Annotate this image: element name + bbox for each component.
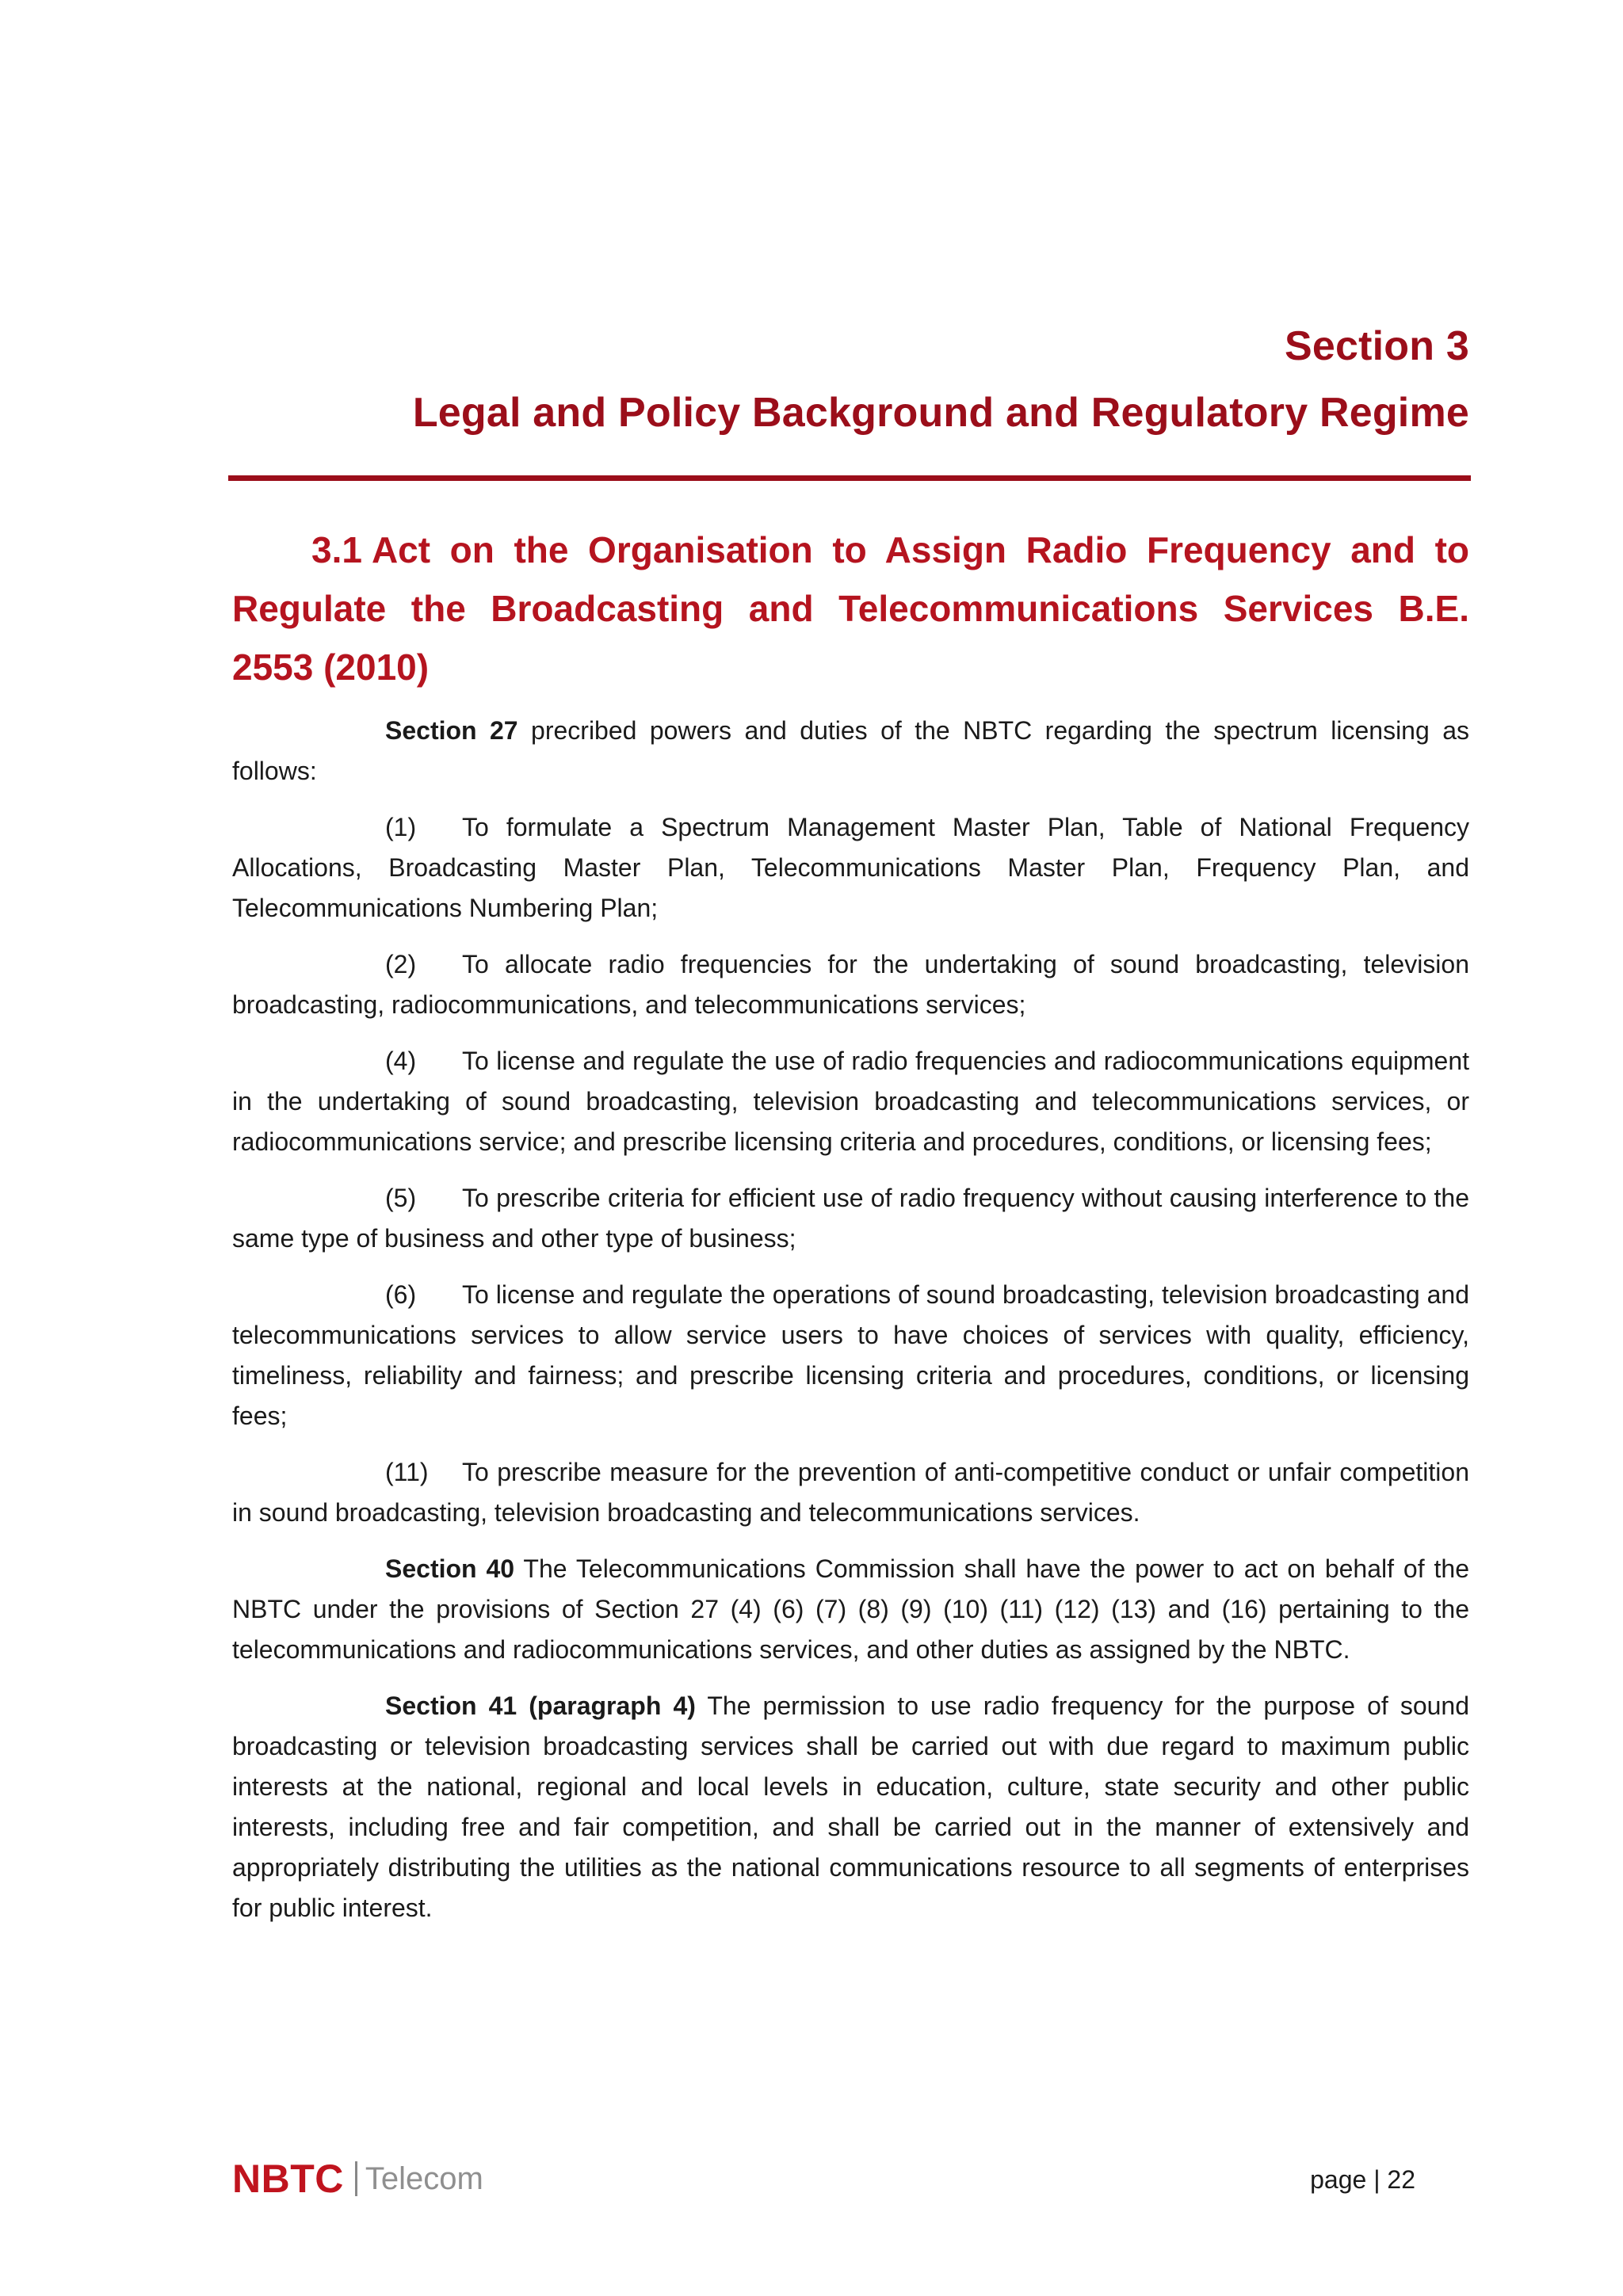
item-text: To license and regulate the use of radio frequencies and radiocommunications equipment in the undertaking of sound broadcasting, television broadcasting and telecommunications services, or radiocommunications service; and prescribe licensing criteria and procedures, conditions, or licensing fees; — [232, 1047, 1469, 1156]
section-title: Section 3 — [1285, 323, 1469, 369]
logo-subtext: Telecom — [365, 2161, 483, 2196]
list-item — [232, 1275, 1469, 1436]
logo-divider — [355, 2161, 357, 2196]
logo-brand: NBTC — [232, 2157, 344, 2201]
item-text: To license and regulate the operations of sound broadcasting, television broadcasting and telecommunications services to allow service users to have choices of services with quality, efficiency, timeliness, reliability and fairness; and prescribe licensing criteria and procedures, conditions, or licensing fees; — [232, 1280, 1469, 1430]
section-40-paragraph — [232, 1549, 1469, 1670]
section-27-label: Section 27 — [385, 716, 518, 745]
item-number: (4) — [385, 1047, 417, 1075]
subsection-number: 3.1 — [311, 529, 362, 570]
list-item — [232, 1041, 1469, 1162]
item-text: To prescribe measure for the prevention of anti-competitive conduct or unfair competition in sound broadcasting, television broadcasting and telecommunications services. — [232, 1458, 1469, 1527]
section-subtitle: Legal and Policy Background and Regulatory Regime — [412, 390, 1469, 436]
item-number: (6) — [385, 1280, 417, 1309]
item-number: (11) — [385, 1458, 429, 1486]
item-text: To allocate radio frequencies for the undertaking of sound broadcasting, television broadcasting, radiocommunications, and telecommunications services; — [232, 950, 1469, 1019]
heading-divider — [228, 475, 1471, 481]
item-text: To formulate a Spectrum Management Master Plan, Table of National Frequency Allocations, Broadcasting Master Plan, Telecommunications Master Plan, Frequency Plan, and Telecommunications Numbering Plan; — [232, 813, 1469, 922]
document-body — [232, 711, 1469, 1944]
page-number: page | 22 — [1310, 2165, 1415, 2194]
list-item — [232, 944, 1469, 1025]
nbtc-telecom-logo — [232, 2155, 483, 2203]
section-41-paragraph — [232, 1686, 1469, 1928]
section-40-text: The Telecommunications Commission shall have the power to act on behalf of the NBTC under the provisions of Section 27 (4) (6) (7) (8) (9) (10) (11) (12) (13) and (16) pertaining to the telecommunications and radiocommunications services, and other duties as assigned by the NBTC. — [232, 1554, 1470, 1664]
item-number: (1) — [385, 813, 417, 841]
list-item — [232, 807, 1469, 929]
section-heading — [230, 313, 1469, 446]
section-27-paragraph — [232, 711, 1469, 791]
item-text: To prescribe criteria for efficient use of radio frequency without causing interference to the same type of business and other type of business; — [232, 1184, 1469, 1253]
item-number: (5) — [385, 1184, 417, 1212]
item-number: (2) — [385, 950, 417, 978]
list-item — [232, 1178, 1469, 1259]
section-41-label: Section 41 (paragraph 4) — [385, 1691, 696, 1720]
subsection-heading — [232, 521, 1469, 696]
section-40-label: Section 40 — [385, 1554, 515, 1583]
list-item — [232, 1452, 1469, 1533]
subsection-title: Act on the Organisation to Assign Radio Frequency and to Regulate the Broadcasting and Telecommunications Services B.E. 2553 (2010) — [232, 529, 1469, 688]
section-27-text: precribed powers and duties of the NBTC regarding the spectrum licensing as follows: — [232, 716, 1470, 785]
section-41-text: The permission to use radio frequency for the purpose of sound broadcasting or television broadcasting services shall be carried out with due regard to maximum public interests at the national, regional and local levels in education, culture, state security and other public interests, including free and fair competition, and shall be carried out in the manner of extensively and appropriately distributing the utilities as the national communications resource to all segments of enterprises for public interest. — [232, 1691, 1470, 1922]
